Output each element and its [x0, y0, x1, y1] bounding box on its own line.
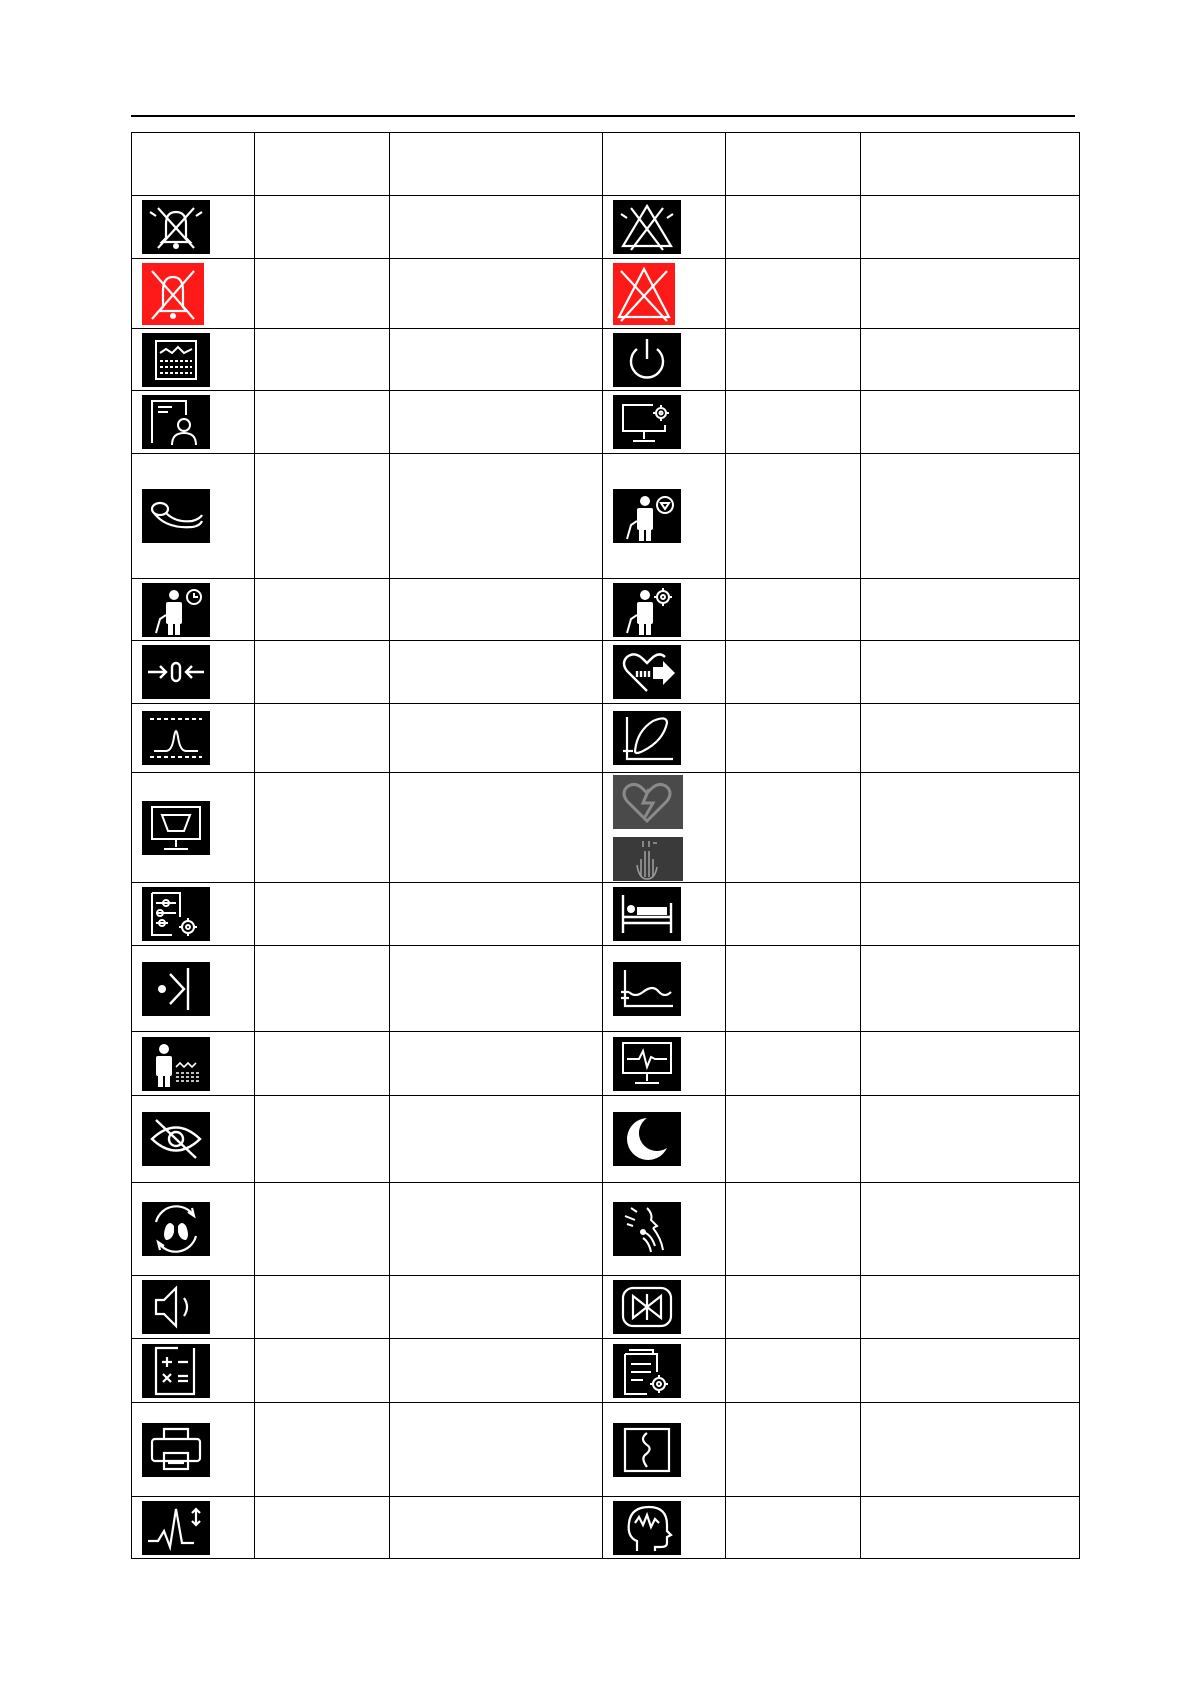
table-row [132, 579, 1080, 641]
desc-cell [390, 579, 603, 641]
icon-cell [603, 1339, 726, 1403]
desc-cell [861, 196, 1080, 259]
header-cell [390, 133, 603, 196]
name-cell [255, 1096, 390, 1183]
icon-cell [132, 641, 255, 704]
desc-cell [861, 946, 1080, 1032]
desc-cell [861, 391, 1080, 454]
desc-cell [861, 579, 1080, 641]
icon-cell [603, 454, 726, 579]
desc-cell [861, 1276, 1080, 1339]
ecg-size-icon [142, 1501, 210, 1555]
name-cell [255, 773, 390, 883]
record-setup-icon [613, 1344, 681, 1398]
name-cell [255, 391, 390, 454]
desc-cell [861, 454, 1080, 579]
calculator-icon [142, 1344, 210, 1398]
desc-cell [390, 1032, 603, 1096]
name-cell [726, 1276, 861, 1339]
desc-cell [390, 259, 603, 329]
eeg-brain-icon [613, 1501, 681, 1555]
table-row [132, 1032, 1080, 1096]
night-mode-icon [613, 1112, 681, 1166]
name-cell [255, 641, 390, 704]
table-row [132, 196, 1080, 259]
exit-icon [142, 962, 210, 1016]
volume-icon [142, 1280, 210, 1334]
desc-cell [390, 1276, 603, 1339]
name-cell [255, 1276, 390, 1339]
name-cell [255, 579, 390, 641]
zero-calibration-icon [142, 645, 210, 699]
loop-icon [613, 711, 681, 765]
header-cell [132, 133, 255, 196]
patient-info-icon [142, 395, 210, 449]
name-cell [726, 196, 861, 259]
desc-cell [390, 704, 603, 773]
desc-cell [861, 259, 1080, 329]
table-row [132, 773, 1080, 883]
icon-cell [132, 946, 255, 1032]
desc-cell [390, 1096, 603, 1183]
icon-cell [603, 773, 726, 883]
icon-cell [603, 1276, 726, 1339]
alarm-off-bell-red-icon [142, 263, 204, 325]
header-cell [255, 133, 390, 196]
desc-cell [861, 883, 1080, 946]
name-cell [726, 454, 861, 579]
desc-cell [861, 1183, 1080, 1276]
power-standby-icon [613, 333, 681, 387]
icon-cell [603, 704, 726, 773]
desc-cell [390, 641, 603, 704]
parameter-setup-icon [142, 887, 210, 941]
name-cell [726, 1339, 861, 1403]
icon-cell [132, 704, 255, 773]
ultrasound-monitor-icon [142, 801, 210, 855]
desc-cell [390, 773, 603, 883]
desc-cell [390, 946, 603, 1032]
desc-cell [390, 1183, 603, 1276]
lung-ventilation-icon [142, 1202, 210, 1256]
screen-setup-icon [613, 395, 681, 449]
table-row [132, 641, 1080, 704]
icon-cell [603, 579, 726, 641]
alarm-pause-triangle-icon [613, 200, 681, 254]
alarm-off-triangle-red-icon [613, 263, 675, 325]
desc-cell [390, 1403, 603, 1497]
desc-cell [861, 704, 1080, 773]
name-cell [726, 391, 861, 454]
icon-cell [132, 391, 255, 454]
desc-cell [390, 454, 603, 579]
name-cell [726, 329, 861, 391]
icon-cell [132, 1339, 255, 1403]
icon-cell [603, 391, 726, 454]
desc-cell [861, 1339, 1080, 1403]
icon-table [131, 132, 1080, 1559]
name-cell [255, 704, 390, 773]
icon-cell [132, 1032, 255, 1096]
print-icon [142, 1423, 210, 1477]
nibp-interval-icon [142, 583, 210, 637]
table-row [132, 454, 1080, 579]
pacing-hand-icon [613, 837, 683, 881]
name-cell [726, 773, 861, 883]
sedation-icon [613, 1202, 681, 1256]
name-cell [726, 1497, 861, 1559]
nibp-setup-icon [613, 583, 681, 637]
icon-cell [603, 1403, 726, 1497]
icon-cell [132, 329, 255, 391]
name-cell [726, 1183, 861, 1276]
table-header-row [132, 133, 1080, 196]
icon-cell [132, 1403, 255, 1497]
table-row [132, 1403, 1080, 1497]
trend-graph-icon [613, 962, 681, 1016]
desc-cell [861, 1032, 1080, 1096]
name-cell [726, 1032, 861, 1096]
table-row [132, 1497, 1080, 1559]
table-row [132, 391, 1080, 454]
name-cell [726, 641, 861, 704]
snapshot-icon [613, 1423, 681, 1477]
header-cell [603, 133, 726, 196]
icon-cell [603, 196, 726, 259]
name-cell [255, 454, 390, 579]
desc-cell [861, 1403, 1080, 1497]
name-cell [726, 704, 861, 773]
icon-cell [132, 1183, 255, 1276]
cardiac-output-icon [613, 645, 681, 699]
icon-cell [603, 641, 726, 704]
icon-cell [603, 329, 726, 391]
icon-cell [132, 773, 255, 883]
table-row [132, 1276, 1080, 1339]
table-row [132, 704, 1080, 773]
name-cell [726, 1096, 861, 1183]
name-cell [255, 259, 390, 329]
table-row [132, 1339, 1080, 1403]
name-cell [255, 1497, 390, 1559]
name-cell [726, 579, 861, 641]
main-screen-icon [613, 1037, 681, 1091]
table-row [132, 329, 1080, 391]
icon-cell [132, 1497, 255, 1559]
desc-cell [390, 329, 603, 391]
icon-cell [132, 196, 255, 259]
desc-cell [861, 1096, 1080, 1183]
desc-cell [861, 773, 1080, 883]
desc-cell [861, 1497, 1080, 1559]
name-cell [255, 1183, 390, 1276]
name-cell [726, 883, 861, 946]
icon-cell [603, 1497, 726, 1559]
desc-cell [861, 329, 1080, 391]
header-cell [726, 133, 861, 196]
name-cell [255, 196, 390, 259]
nibp-stat-icon [613, 489, 681, 543]
icon-cell [132, 883, 255, 946]
table-row [132, 1096, 1080, 1183]
name-cell [255, 946, 390, 1032]
icon-cell [603, 1032, 726, 1096]
icon-cell [603, 883, 726, 946]
icon-cell [603, 1183, 726, 1276]
icon-cell [132, 454, 255, 579]
name-cell [726, 946, 861, 1032]
header-cell [861, 133, 1080, 196]
desc-cell [390, 391, 603, 454]
table-row [132, 946, 1080, 1032]
icon-cell [603, 946, 726, 1032]
bed-view-icon [613, 887, 681, 941]
freeze-icon [613, 1280, 681, 1334]
desc-cell [390, 196, 603, 259]
defibrillation-icon [613, 775, 683, 829]
alarm-pause-bell-icon [142, 200, 210, 254]
alarm-limits-icon [142, 711, 210, 765]
name-cell [726, 1403, 861, 1497]
header-rule [131, 115, 1075, 117]
icon-cell [603, 259, 726, 329]
name-cell [255, 329, 390, 391]
review-trends-icon [142, 333, 210, 387]
desc-cell [390, 1497, 603, 1559]
name-cell [255, 1403, 390, 1497]
icon-cell [132, 259, 255, 329]
desc-cell [390, 1339, 603, 1403]
name-cell [255, 1339, 390, 1403]
icon-cell [132, 579, 255, 641]
icon-cell [132, 1096, 255, 1183]
desc-cell [390, 883, 603, 946]
icon-cell [603, 1096, 726, 1183]
name-cell [255, 883, 390, 946]
table-row [132, 883, 1080, 946]
name-cell [255, 1032, 390, 1096]
nibp-cuff-icon [142, 489, 210, 543]
desc-cell [861, 641, 1080, 704]
table-row [132, 259, 1080, 329]
privacy-mode-icon [142, 1112, 210, 1166]
patient-data-icon [142, 1037, 210, 1091]
icon-cell [132, 1276, 255, 1339]
table-row [132, 1183, 1080, 1276]
name-cell [726, 259, 861, 329]
